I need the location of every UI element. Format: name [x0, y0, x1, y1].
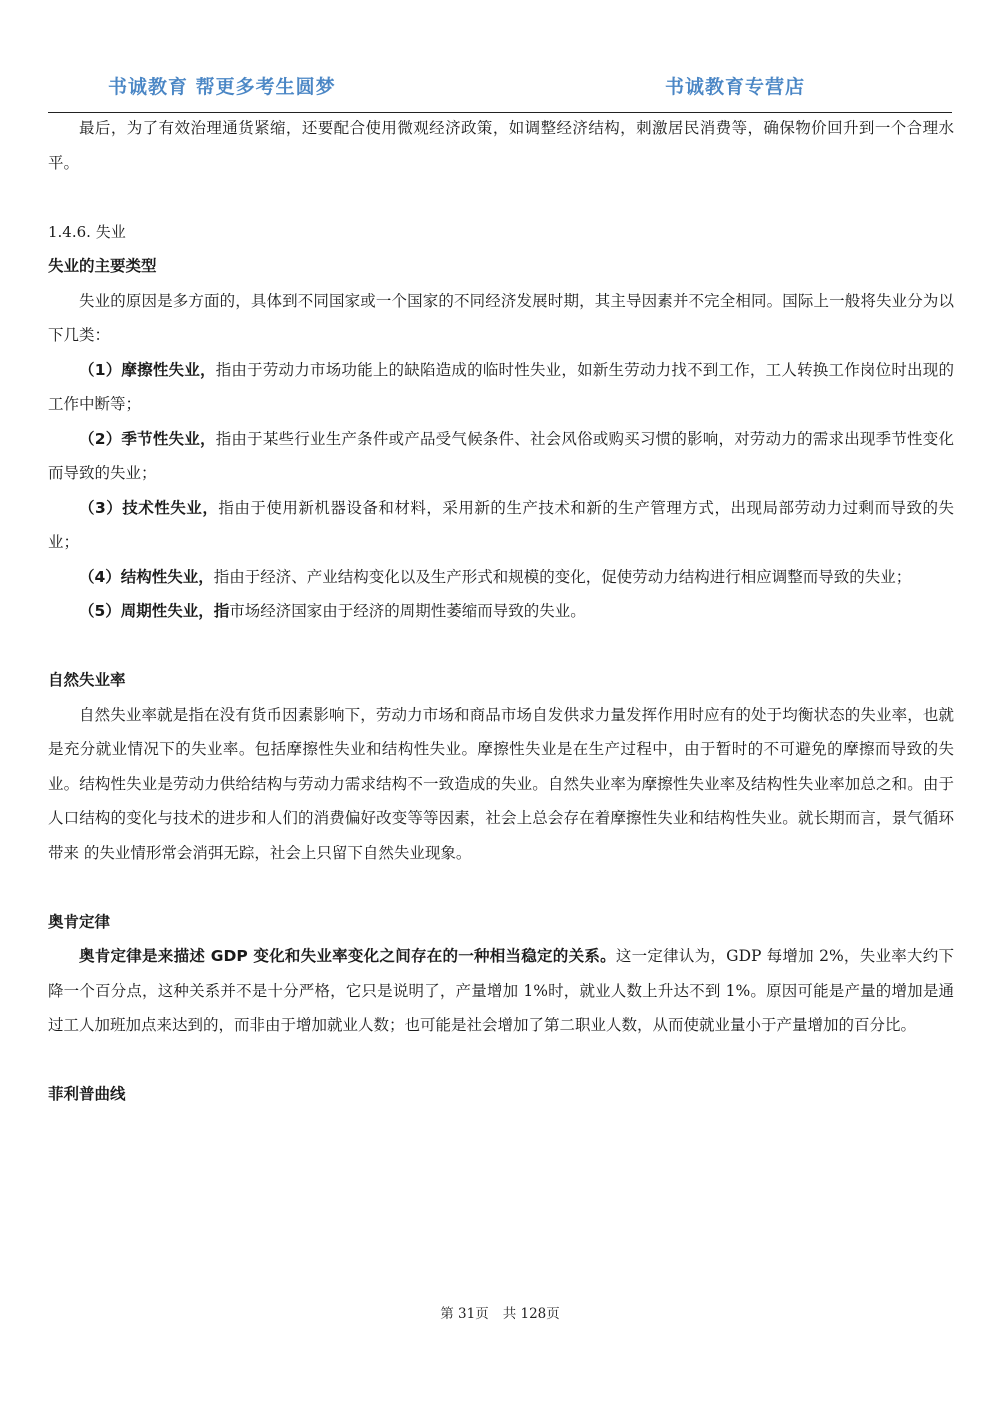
okun-bold-lead: 奥肯定律是来描述 GDP 变化和失业率变化之间存在的一种相当稳定的关系。 [79, 947, 616, 965]
page-header [48, 72, 952, 113]
heading-natural-rate: 自然失业率 [48, 671, 126, 689]
natural-rate-paragraph: 自然失业率就是指在没有货币因素影响下，劳动力市场和商品市场自发供求力量发挥作用时应有的处于均衡状态的失业率，也就是充分就业情况下的失业率。包括摩擦性失业和结构性失业。摩擦性失业是在生产过程中，由于暂时的不可避免的摩擦而导致的失业。结构性失业是劳动力供给结构与劳动力需求结构不一致造成的失业。自然失业率为摩擦性失业率及结构性失业率加总之和。由于人口结构的变化与技术的进步和人们的消费偏好改变等等因素，社会上总会存在着摩擦性失业和结构性失业。就长期而言，景气循环带来 的失业情形常会消弭无踪，社会上只留下自然失业现象。 [48, 705, 954, 862]
list-item-term: （1）摩擦性失业， [79, 360, 216, 379]
list-item-text: 市场经济国家由于经济的周期性萎缩而导致的失业。 [229, 602, 586, 620]
list-item [48, 560, 954, 595]
list-item-text: 指由于使用新机器设备和材料，采用新的生产技术和新的生产管理方式，出现局部劳动力过剩而导致的失业； [48, 498, 954, 551]
list-item [48, 491, 954, 560]
list-item-term: （5）周期性失业，指 [79, 602, 230, 620]
list-item [48, 353, 954, 422]
list-item-text: 指由于劳动力市场功能上的缺陷造成的临时性失业，如新生劳动力找不到工作，工人转换工作岗位时出现的工作中断等； [48, 360, 954, 413]
section-title: 1.4.6. 失业 [48, 222, 126, 241]
list-item-text: 指由于经济、产业结构变化以及生产形式和规模的变化，促使劳动力结构进行相应调整而导致的失业； [213, 567, 912, 586]
list-item-text: 指由于某些行业生产条件或产品受气候条件、社会风俗或购买习惯的影响，对劳动力的需求出现季节性变化而导致的失业； [48, 429, 954, 482]
list-item [48, 594, 954, 629]
heading-phillips-curve: 菲利普曲线 [48, 1085, 126, 1103]
intro-paragraph: 最后，为了有效治理通货紧缩，还要配合使用微观经济政策，如调整经济结构，刺激居民消费等，确保物价回升到一个合理水平。 [48, 119, 954, 172]
heading-unemployment-types: 失业的主要类型 [48, 257, 157, 275]
heading-okun-law: 奥肯定律 [48, 912, 111, 931]
list-item [48, 422, 954, 491]
page-content [48, 111, 954, 1112]
list-item-term: （3）技术性失业， [79, 498, 219, 517]
types-intro-paragraph: 失业的原因是多方面的，具体到不同国家或一个国家的不同经济发展时期，其主导因素并不完全相同。国际上一般将失业分为以下几类： [48, 291, 954, 344]
page-number: 第 31页 [440, 1306, 489, 1322]
okun-paragraph [48, 939, 954, 1043]
page-footer [0, 1302, 1000, 1322]
header-store-name: 书诚教育专营店 [665, 76, 806, 98]
header-slogan: 书诚教育 帮更多考生圆梦 [108, 76, 336, 98]
page-total: 共 128页 [502, 1306, 560, 1322]
list-item-term: （4）结构性失业， [79, 567, 214, 586]
okun-text: 这一定律认为，GDP 每增加 2%，失业率大约下降一个百分点，这种关系并不是十分严格，它只是说明了，产量增加 1%时，就业人数上升达不到 1%。原因可能是产量的增加是通过工人加班加点来达到的，而非由于增加就业人数；也可能是社会增加了第二职业人数，从而使就业量小于产量增加的百分比。 [48, 947, 954, 1034]
list-item-term: （2）季节性失业， [79, 429, 216, 448]
